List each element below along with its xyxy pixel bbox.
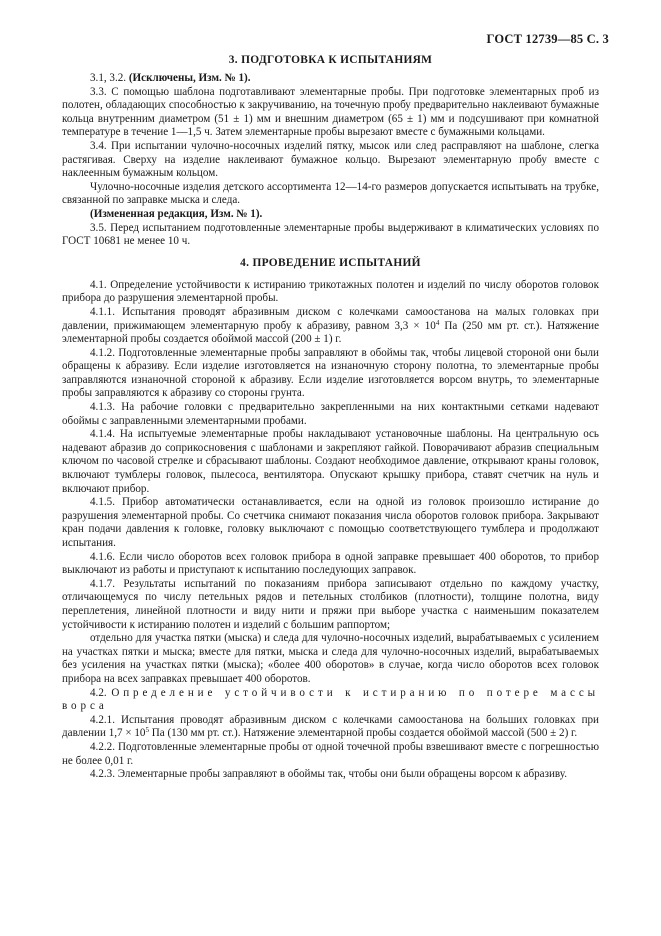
exponent: 5 (145, 726, 149, 735)
paragraph-4-1-2: 4.1.2. Подготовленные элементарные пробы заправляют в обоймы так, чтобы лицевой стороной они были обращены к абразиву. Если изделие изготовляется на изнаночную сторону полотна, то элементарные пробы заправляются изнаночной стороной к абразиву. Если изделие изготовляется ворсом внутрь, то элементарные пробы заправляются к абразиву со стороны грунта. (62, 346, 599, 400)
paragraph-3-1-3-2 (62, 72, 599, 86)
paragraph-4-1: 4.1. Определение устойчивости к истиранию трикотажных полотен и изделий по числу оборотов головок прибора до разрушения элементарной пробы. (62, 278, 599, 305)
clause-number: 3.1, 3.2. (90, 72, 127, 84)
paragraph-3-5: 3.5. Перед испытанием подготовленные элементарные пробы выдерживают в климатических условиях по ГОСТ 10681 не менее 10 ч. (62, 221, 599, 248)
paragraph-4-1-5: 4.1.5. Прибор автоматически останавливается, если на одной из головок произошло истирание до разрушения элементарной пробы. Со счетчика снимают показания числа оборотов головок прибора. Закрывают кран подачи давления к головке, головку выключают с помощью соответствующего тумблера и продолжают испытания. (62, 496, 599, 549)
paragraph-4-1-6: 4.1.6. Если число оборотов всех головок прибора в одной заправке превышает 400 оборотов, то прибор выключают из работы и приступают к испытанию последующих заправок. (62, 550, 599, 577)
paragraph-childrens-hosiery: Чулочно-носочные изделия детского ассортимента 12—14-го размеров допускается испытывать на трубке, связанной по заправке мыска и следа. (62, 180, 599, 207)
paragraph-3-4: 3.4. При испытании чулочно-носочных изделий пятку, мысок или след расправляют на шаблоне, слегка растягивая. Сверху на изделие наклеивают бумажное кольцо. Вырезают элементарную пробу вместе с наклеенным бумажным кольцом. (62, 139, 599, 180)
paragraph-4-2-2: 4.2.2. Подготовленные элементарные пробы от одной точечной пробы взвешивают вместе с погрешностью не более 0,01 г. (62, 740, 599, 767)
excluded-note: (Исключены, Изм. № 1). (128, 72, 251, 84)
text-part: Па (250 мм рт. ст.). Натяжение элементарной пробы создается обоймой массой (200 ± 1) г. (62, 319, 599, 346)
text-part: 4.2.1. Испытания проводят абразивным диском с колечками самоостанова на больших головках при давлении 1,7 × 10 (62, 713, 599, 740)
clause-number: 4.2. (90, 686, 107, 699)
paragraph-4-1-4: 4.1.4. На испытуемые элементарные пробы накладывают установочные шаблоны. На центральную ось надевают абразив до соприкосновения с шаблонами и закрепляют гайкой. Поворачивают абразив специальным ключом по часовой стрелке и сбрасывают шаблоны. Создают необходимое давление, открывают краны головок, включают тумблеры головок, пылесоса, вентилятора. Опускают крышку прибора, ставят счетчик на нуль и включают прибор. (62, 428, 599, 495)
paragraph-4-1-7-continued: отдельно для участка пятки (мыска) и следа для чулочно-носочных изделий, вырабатываемых с усилением на участках пятки и мыска; вместе для пятки, мыска и следа для чулочно-носочных изделий, вырабатываемых без усиления на участках пятки (мыска); «более 400 оборотов» в случае, когда число оборотов всех головок прибора на всех заправках превышает 400 оборотов. (62, 632, 599, 685)
paragraph-4-2-3: 4.2.3. Элементарные пробы заправляют в обоймы так, чтобы они были обращены ворсом к абразиву. (90, 768, 567, 781)
paragraph-4-1-1 (62, 306, 599, 347)
section-4-title: 4. ПРОВЕДЕНИЕ ИСПЫТАНИЙ (240, 256, 421, 269)
page-content (62, 52, 599, 782)
page-header: ГОСТ 12739—85 С. 3 (486, 32, 609, 46)
paragraph-4-1-3: 4.1.3. На рабочие головки с предварительно закрепленными на них контактными сетками надевают обоймы с заправленными элементарными пробами. (62, 401, 599, 427)
paragraph-4-2-1 (62, 714, 599, 741)
section-3-title: 3. ПОДГОТОВКА К ИСПЫТАНИЯМ (228, 54, 433, 66)
text-part: Па (130 мм рт. ст.). Натяжение элементарной пробы создается обоймой массой (500 ± 2) г. (148, 727, 578, 740)
text-part: 4.1.1. Испытания проводят абразивным диском с колечками самоостанова на малых головках при давлении, прижимающем элементарную пробу к абразиву, равном 3,3 × 10 (62, 305, 599, 332)
exponent: 4 (435, 318, 440, 327)
paragraph-4-1-7: 4.1.7. Результаты испытаний по показаниям прибора записывают отдельно по каждому участку, отличающемуся по числу петельных рядов и петельных столбиков (плотности), толщине полотна, виду переплетения, линейной плотности и виду нити и пряжи при выборе участка с наименьшим показателем устойчивости к истиранию полотен и изделий с большим раппортом; (62, 577, 599, 631)
spaced-heading: Определение устойчивости к истиранию по потере массы ворса (62, 686, 599, 713)
paragraph-3-3: 3.3. С помощью шаблона подготавливают элементарные пробы. При подготовке элементарных проб из полотен, обладающих способностью к закручиванию, на точечную пробу предварительно наклеивают бумажные кольца внутренним диаметром (51 ± 1) мм и внешним диаметром (65 ± 1) мм и подсушивают при комнатной температуре в течение 1—1,5 ч. Затем элементарные пробы вырезают вместе с бумажными кольцами. (62, 85, 599, 139)
amendment-note: (Измененная редакция, Изм. № 1). (90, 207, 263, 220)
paragraph-4-2 (62, 687, 599, 714)
